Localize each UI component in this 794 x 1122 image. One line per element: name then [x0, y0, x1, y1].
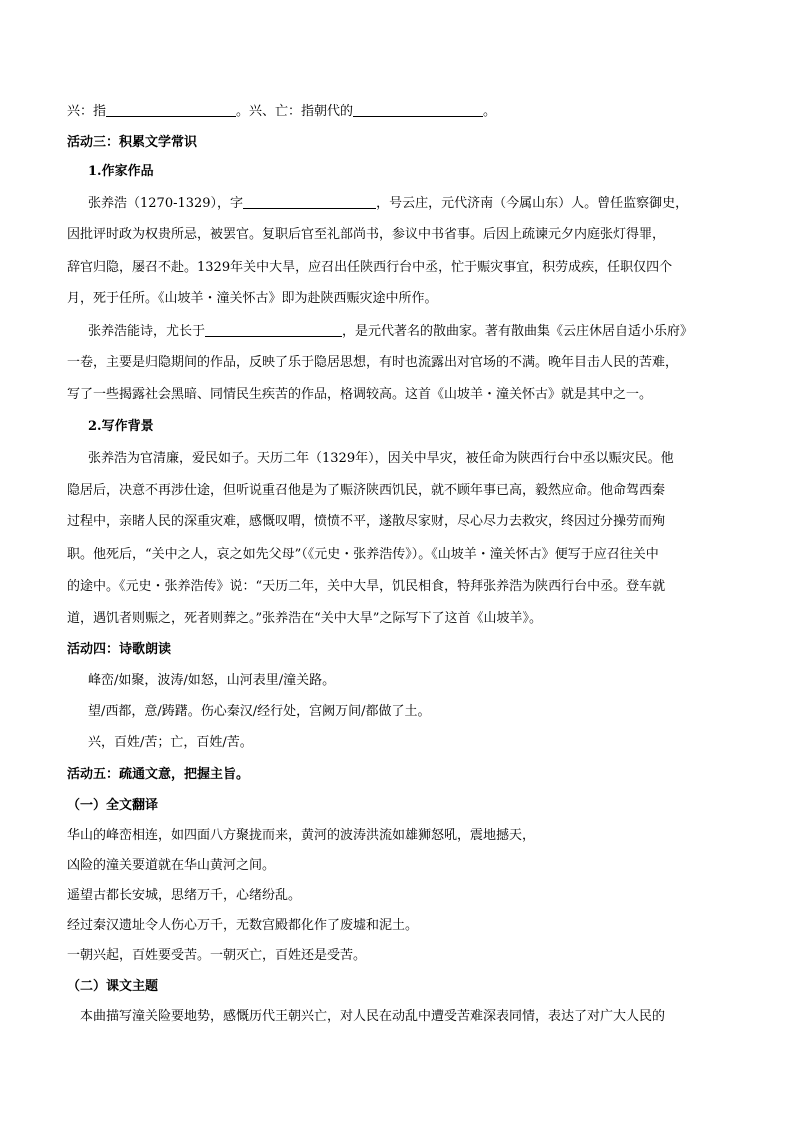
paragraph-line: 月，死于任所。《山坡羊・潼关怀古》即为赴陕西赈灾途中所作。 [67, 291, 438, 306]
paragraph-line: 职。他死后，“关中之人，哀之如先父母”（《元史・张养浩传》）。《山坡羊・潼关怀古》便写于应召往关中 [67, 547, 659, 562]
paragraph-line: 因批评时政为权贵所忌，被罢官。复职后官至礼部尚书，参议中书省事。后因上疏谏元夕内庭张灯得罪， [67, 227, 666, 242]
text: 张养浩（1270-1329），字 [88, 196, 244, 211]
heading-activity-3: 活动三：积累文学常识 [67, 135, 198, 150]
paragraph-line: 隐居后，决意不再涉仕途，但听说重召他是为了赈济陕西饥民，就不顾年事已高，毅然应命。他命驾西秦 [67, 483, 666, 498]
text: ，号云庄，元代济南（今属山东）人。曾任监察御史， [376, 196, 689, 211]
subheading-theme: （二）课文主题 [67, 979, 159, 994]
blank-courtesy-name[interactable] [243, 195, 376, 209]
text: 。兴、亡：指朝代的 [236, 104, 354, 119]
subheading-background: 2.写作背景 [88, 419, 154, 434]
translation-line: 一朝兴起，百姓要受苦。一朝灭亡，百姓还是受苦。 [67, 948, 367, 963]
translation-line: 凶险的潼关要道就在华山黄河之间。 [67, 858, 276, 873]
paragraph-line: 的途中。《元史・张养浩传》说：“天历二年，关中大旱，饥民相食，特拜张养浩为陕西行台中丞。登车就 [67, 579, 666, 594]
paragraph-line: 辞官归隐，屡召不赴。1329年关中大旱，应召出任陕西行台中丞，忙于赈灾事宜，积劳成疾，任职仅四个 [67, 260, 673, 275]
reading-line: 望/西都，意/踌躇。伤心秦汉/经行处，宫阙万间/都做了土。 [88, 704, 431, 719]
text: 张养浩能诗，尤长于 [88, 324, 206, 339]
paragraph-line [88, 195, 731, 212]
reading-line: 兴，百姓/苦；亡，百姓/苦。 [88, 735, 253, 750]
paragraph-line [88, 323, 731, 340]
heading-activity-4: 活动四：诗歌朗读 [67, 642, 172, 657]
translation-line: 遥望古都长安城，思绪万千，心绪纷乱。 [67, 888, 302, 903]
translation-line: 华山的峰峦相连，如四面八方聚拢而来，黄河的波涛洪流如雄狮怒吼，震地撼天， [67, 828, 536, 843]
paragraph-line: 写了一些揭露社会黑暗、同情民生疾苦的作品，格调较高。这首《山坡羊・潼关怀古》就是其中之一。 [67, 387, 653, 402]
text: 兴：指 [67, 104, 107, 119]
paragraph-line: 过程中，亲睹人民的深重灾难，感慨叹喟，愤愤不平，遂散尽家财，尽心尽力去救灾，终因过分操劳而殉 [67, 514, 666, 529]
paragraph-line: 一卷，主要是归隐期间的作品，反映了乐于隐居思想，有时也流露出对官场的不满。晚年目击人民的苦难， [67, 355, 679, 370]
blank-xing-meaning[interactable] [106, 103, 236, 117]
blank-specialty[interactable] [205, 323, 342, 337]
blank-dynasty-meaning[interactable] [353, 103, 483, 117]
paragraph-line: 张养浩为官清廉，爱民如子。天历二年（1329年），因关中旱灾，被任命为陕西行台中丞以赈灾民。他 [88, 451, 674, 466]
heading-activity-5: 活动五：疏通文意，把握主旨。 [67, 767, 250, 782]
text: 。 [483, 104, 497, 119]
translation-line: 经过秦汉遗址令人伤心万千，无数宫殿都化作了废墟和泥土。 [67, 918, 419, 933]
reading-line: 峰峦/如聚，波涛/如怒，山河表里/潼关路。 [88, 673, 336, 688]
subheading-translation: （一）全文翻译 [67, 798, 159, 813]
subheading-author-works: 1.作家作品 [88, 164, 154, 179]
fill-in-line-xing [67, 103, 731, 120]
text: ，是元代著名的散曲家。著有散曲集《云庄休居自适小乐府》 [342, 324, 694, 339]
theme-line: 本曲描写潼关险要地势，感慨历代王朝兴亡，对人民在动乱中遭受苦难深表同情，表达了对广大人民的 [80, 1009, 666, 1024]
paragraph-line: 道，遇饥者则赈之，死者则葬之。”张养浩在“关中大旱”之际写下了这首《山坡羊》。 [67, 611, 542, 626]
